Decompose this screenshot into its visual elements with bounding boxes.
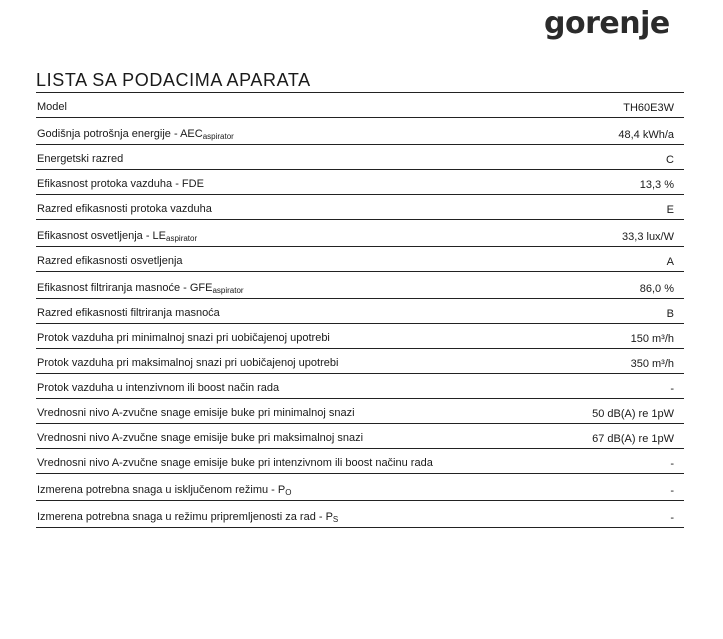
table-row bbox=[36, 170, 684, 195]
row-label: Izmerena potrebna snaga u režimu pripremljenosti za rad - $P_S$ bbox=[37, 511, 339, 524]
data-table bbox=[36, 92, 684, 528]
table-row bbox=[36, 145, 684, 170]
row-value: 13,3 % bbox=[639, 179, 674, 191]
row-label: Efikasnost protoka vazduha - FDE bbox=[37, 178, 204, 190]
row-label: Efikasnost osvetljenja - $LE_{aspirator}$ bbox=[37, 230, 198, 243]
row-label: Model bbox=[37, 101, 67, 113]
row-value: 67 dB(A) re 1pW bbox=[592, 433, 674, 445]
table-row bbox=[36, 449, 684, 474]
row-value: 350 m³/h bbox=[630, 358, 674, 370]
row-label: Godišnja potrošnja energije - $AEC_{aspirator}$ bbox=[37, 128, 234, 141]
page-title: LISTA SA PODACIMA APARATA bbox=[36, 70, 311, 90]
table-row bbox=[36, 424, 684, 449]
row-label: Energetski razred bbox=[37, 153, 124, 165]
table-row bbox=[36, 501, 684, 528]
row-value: - bbox=[670, 383, 674, 395]
table-row bbox=[36, 247, 684, 272]
row-value: 50 dB(A) re 1pW bbox=[592, 408, 674, 420]
row-label: Izmerena potrebna snaga u isključenom režimu - $P_O$ bbox=[37, 484, 292, 497]
row-label: Razred efikasnosti filtriranja masnoća bbox=[37, 307, 220, 319]
table-row bbox=[36, 220, 684, 247]
table-row bbox=[36, 474, 684, 501]
row-value: - bbox=[670, 458, 674, 470]
table-row bbox=[36, 349, 684, 374]
row-label: Efikasnost filtriranja masnoće - $GFE_{aspirator}$ bbox=[37, 282, 244, 295]
row-label: Vrednosni nivo A-zvučne snage emisije buke pri intenzivnom ili boost načinu rada bbox=[37, 457, 433, 469]
row-value: - bbox=[670, 512, 674, 524]
gorenje-logo: gorenje bbox=[544, 6, 670, 41]
row-label: Protok vazduha u intenzivnom ili boost način rada bbox=[37, 382, 280, 394]
row-value: B bbox=[666, 308, 674, 320]
row-label: Razred efikasnosti osvetljenja bbox=[37, 255, 183, 267]
row-value: C bbox=[666, 154, 674, 166]
row-label: Vrednosni nivo A-zvučne snage emisije buke pri maksimalnoj snazi bbox=[37, 432, 364, 444]
table-row bbox=[36, 118, 684, 145]
row-value: 33,3 lux/W bbox=[622, 231, 674, 243]
row-value: E bbox=[666, 204, 674, 216]
row-label: Razred efikasnosti protoka vazduha bbox=[37, 203, 212, 215]
table-row bbox=[36, 195, 684, 220]
row-value: TH60E3W bbox=[623, 102, 674, 114]
row-value: 48,4 kWh/a bbox=[618, 129, 674, 141]
row-value: 150 m³/h bbox=[630, 333, 674, 345]
table-row bbox=[36, 93, 684, 118]
table-row bbox=[36, 324, 684, 349]
table-row bbox=[36, 374, 684, 399]
row-label: Protok vazduha pri maksimalnoj snazi pri uobičajenoj upotrebi bbox=[37, 357, 339, 369]
table-row bbox=[36, 299, 684, 324]
row-value: A bbox=[666, 256, 674, 268]
table-row bbox=[36, 272, 684, 299]
row-label: Protok vazduha pri minimalnoj snazi pri uobičajenoj upotrebi bbox=[37, 332, 330, 344]
row-value: - bbox=[670, 485, 674, 497]
table-row bbox=[36, 399, 684, 424]
row-value: 86,0 % bbox=[639, 283, 674, 295]
row-label: Vrednosni nivo A-zvučne snage emisije buke pri minimalnoj snazi bbox=[37, 407, 355, 419]
